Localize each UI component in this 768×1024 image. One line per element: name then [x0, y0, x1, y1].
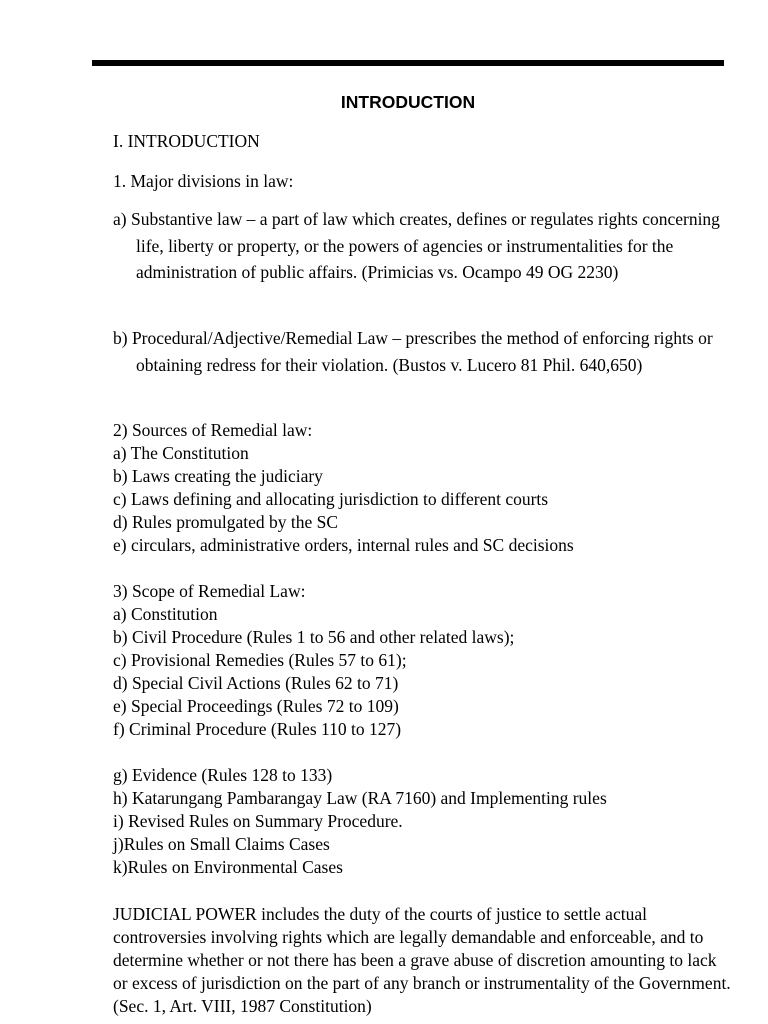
list-item: e) circulars, administrative orders, internal rules and SC decisions [113, 535, 574, 555]
list-item: a) The Constitution [113, 443, 249, 463]
section-heading: I. INTRODUCTION [113, 131, 260, 151]
page-title: INTRODUCTION [340, 92, 476, 112]
item-1: 1. Major divisions in law: [113, 171, 294, 191]
list-item: c) Provisional Remedies (Rules 57 to 61); [113, 650, 407, 670]
item-b-procedural-law: b) Procedural/Adjective/Remedial Law – prescribes the method of enforcing rights or obtaining redress for their violation. (Bustos v. Lucero 81 Phil. 640,650) [113, 328, 713, 375]
item-a-substantive-law: a) Substantive law – a part of law which creates, defines or regulates rights concerning life, liberty or property, or the powers of agencies or instrumentalities for the administration of public affairs. (Primicias vs. Ocampo 49 OG 2230) [113, 209, 720, 282]
list-item: j)Rules on Small Claims Cases [113, 834, 330, 854]
list-item: g) Evidence (Rules 128 to 133) [113, 765, 333, 785]
scope-heading: 3) Scope of Remedial Law: [113, 581, 306, 601]
list-item: d) Rules promulgated by the SC [113, 512, 339, 532]
sources-heading: 2) Sources of Remedial law: [113, 420, 313, 440]
list-item: b) Civil Procedure (Rules 1 to 56 and other related laws); [113, 627, 515, 647]
list-item: b) Laws creating the judiciary [113, 466, 323, 486]
list-item: h) Katarungang Pambarangay Law (RA 7160) and Implementing rules [113, 788, 607, 808]
list-item: k)Rules on Environmental Cases [113, 857, 343, 877]
list-item: i) Revised Rules on Summary Procedure. [113, 811, 403, 831]
list-item: c) Laws defining and allocating jurisdiction to different courts [113, 489, 549, 509]
list-item: d) Special Civil Actions (Rules 62 to 71) [113, 673, 399, 693]
list-item: f) Criminal Procedure (Rules 110 to 127) [113, 719, 402, 739]
list-item: e) Special Proceedings (Rules 72 to 109) [113, 696, 399, 716]
judicial-power-paragraph: JUDICIAL POWER includes the duty of the courts of justice to settle actual controversies involving rights which are legally demandable and enforceable, and to determine whether or not there has been a grave abuse of discretion amounting to lack or excess of jurisdiction on the part of any branch or instrumentality of the Government. (Sec. 1, Art. VIII, 1987 Constitution) [113, 904, 731, 1016]
top-rule [92, 60, 724, 66]
list-item: a) Constitution [113, 604, 218, 624]
